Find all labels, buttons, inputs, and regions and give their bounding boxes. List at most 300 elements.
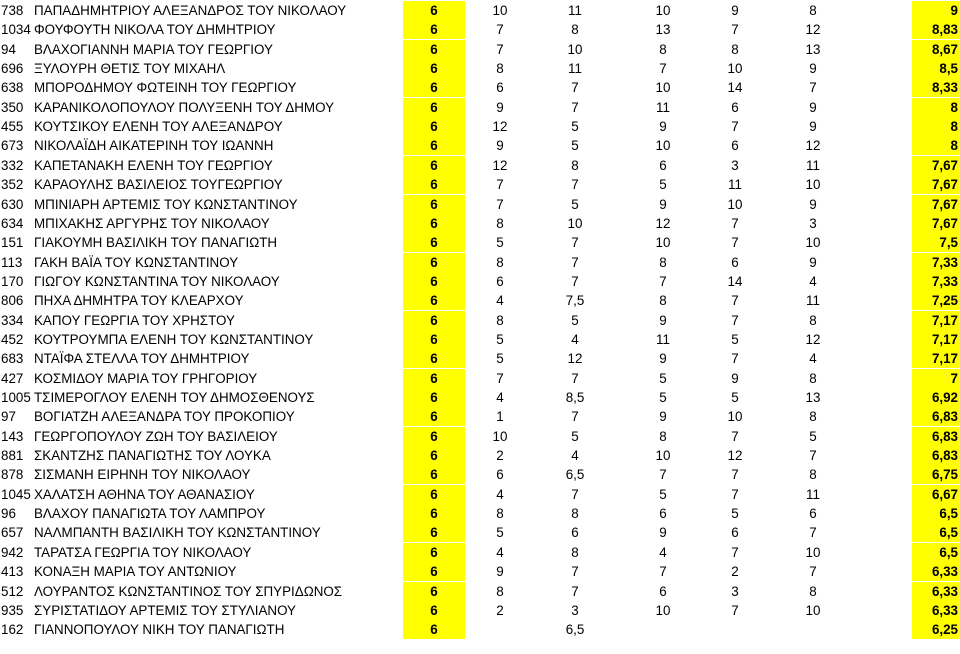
score-5: 12 [805,22,821,38]
grade-highlight: 6 [403,427,465,446]
student-name: ΒΛΑΧΟΓΙΑΝΝΗ ΜΑΡΙΑ ΤΟΥ ΓΕΩΡΓΙΟΥ [34,41,273,57]
table-row [0,620,960,639]
average-score: 7,33 [912,253,960,272]
score-5: 8 [809,370,817,386]
table-row [0,272,960,291]
score-2: 7 [571,564,579,580]
score-4: 7 [731,22,739,38]
score-5: 11 [806,486,820,502]
score-2: 8,5 [565,390,585,405]
row-id: 881 [1,448,24,464]
score-4: 3 [731,583,739,599]
score-4: 9 [731,3,739,18]
score-1: 5 [496,235,504,251]
score-1: 1 [496,409,504,425]
score-3: 11 [656,99,670,115]
score-2: 7 [571,409,579,425]
score-4: 7 [731,119,739,135]
score-1: 4 [496,390,504,405]
row-id: 143 [1,428,24,444]
average-score: 6,83 [912,427,960,446]
table-row [0,330,960,349]
student-name: ΠΑΠΑΔΗΜΗΤΡΙΟΥ ΑΛΕΞΑΝΔΡΟΣ ΤΟΥ ΝΙΚΟΛΑΟΥ [34,3,347,18]
table-row [0,214,960,233]
score-5 [778,620,848,639]
score-3: 7 [659,61,667,77]
score-2: 5 [571,119,579,135]
score-1: 6 [496,80,504,96]
student-name: ΒΛΑΧΟΥ ΠΑΝΑΓΙΩΤΑ ΤΟΥ ΛΑΜΠΡΟΥ [34,506,266,522]
table-row [0,156,960,175]
score-1: 6 [496,273,504,289]
score-2: 7 [571,273,579,289]
grade-highlight: 6 [403,485,465,504]
average-score: 7 [912,369,960,388]
score-1: 7 [496,370,504,386]
grade-highlight: 6 [403,523,465,542]
score-1: 7 [496,41,504,57]
score-1: 8 [496,583,504,599]
score-1: 10 [492,428,508,444]
student-name: ΜΠΙΧΑΚΗΣ ΑΡΓΥΡΗΣ ΤΟΥ ΝΙΚΟΛΑΟΥ [34,215,270,231]
row-id: 427 [1,370,24,386]
average-score: 7,67 [912,156,960,175]
row-id: 683 [1,351,24,367]
score-2: 8 [571,506,579,522]
score-1: 12 [492,119,508,135]
score-4: 8 [731,41,739,57]
row-id: 350 [1,99,24,115]
score-2: 6,5 [565,467,585,483]
table-row [0,388,960,407]
score-1: 10 [492,3,508,18]
score-5: 12 [805,331,821,347]
grade-highlight: 6 [403,601,465,620]
score-5: 7 [809,448,817,464]
score-1: 8 [496,312,504,328]
score-5: 10 [805,177,821,193]
grade-highlight: 6 [403,562,465,581]
score-3: 9 [659,119,667,135]
score-4: 5 [731,506,739,522]
grade-highlight: 6 [403,20,465,39]
student-name: ΛΟΥΡΑΝΤΟΣ ΚΩΝΣΤΑΝΤΙΝΟΣ ΤΟΥ ΣΠΥΡΙΔΩΝΟΣ [34,583,343,599]
score-1: 7 [496,22,504,38]
score-5: 11 [806,293,820,309]
row-id: 455 [1,119,24,135]
score-1: 9 [496,564,504,580]
average-score: 8,67 [912,40,960,59]
average-score: 6,75 [912,465,960,484]
student-name: ΚΑΡΑΝΙΚΟΛΟΠΟΥΛΟΥ ΠΟΛΥΞΕΝΗ ΤΟΥ ΔΗΜΟΥ [34,99,334,115]
score-3: 9 [659,312,667,328]
score-4: 6 [731,138,739,154]
student-name: ΚΑΠΟΥ ΓΕΩΡΓΙΑ ΤΟΥ ΧΡΗΣΤΟΥ [34,312,235,328]
average-score: 8,83 [912,20,960,39]
student-name: ΝΙΚΟΛΑΪΔΗ ΑΙΚΑΤΕΡΙΝΗ ΤΟΥ ΙΩΑΝΝΗ [34,138,274,154]
grade-highlight: 6 [403,214,465,233]
score-5: 7 [809,564,817,580]
score-3: 12 [655,215,671,231]
score-3: 6 [659,506,667,522]
score-5: 13 [805,41,821,57]
score-1: 8 [496,254,504,270]
table-row [0,543,960,562]
score-4: 10 [727,196,743,212]
score-5: 4 [809,273,817,289]
row-id: 452 [1,331,24,347]
score-5: 9 [809,254,817,270]
student-name: ΜΠΟΡΟΔΗΜΟΥ ΦΩΤΕΙΝΗ ΤΟΥ ΓΕΩΡΓΙΟΥ [34,80,297,96]
score-1: 7 [496,196,504,212]
row-id: 806 [1,293,24,309]
score-2: 6,5 [565,622,585,638]
score-4 [700,620,770,639]
score-3: 7 [659,467,667,483]
grade-highlight: 6 [403,620,465,639]
score-3: 5 [659,390,667,405]
table-row [0,117,960,136]
grade-highlight: 6 [403,465,465,484]
student-name: ΝΑΛΜΠΑΝΤΗ ΒΑΣΙΛΙΚΗ ΤΟΥ ΚΩΝΣΤΑΝΤΙΝΟΥ [34,525,321,541]
average-score: 8 [912,117,960,136]
score-2: 7 [571,177,579,193]
score-3: 6 [659,157,667,173]
row-id: 170 [1,273,24,289]
table-row [0,407,960,426]
score-1: 5 [496,331,504,347]
grade-highlight: 6 [403,40,465,59]
grade-highlight: 6 [403,98,465,117]
score-4: 14 [727,80,743,96]
row-id: 878 [1,467,24,483]
score-2: 12 [567,351,583,367]
score-3: 7 [659,564,667,580]
score-1 [465,620,535,639]
score-4: 12 [727,448,743,464]
table-row [0,78,960,97]
score-1: 7 [496,177,504,193]
score-4: 7 [731,544,739,560]
score-4: 6 [731,254,739,270]
student-name: ΚΟΥΤΡΟΥΜΠΑ ΕΛΕΝΗ ΤΟΥ ΚΩΝΣΤΑΝΤΙΝΟΥ [34,331,314,347]
table-row [0,562,960,581]
row-id: 738 [1,3,24,18]
row-id: 97 [1,409,16,425]
average-score: 8 [912,98,960,117]
student-name: ΦΟΥΦΟΥΤΗ ΝΙΚΟΛΑ ΤΟΥ ΔΗΜΗΤΡΙΟΥ [34,22,276,38]
table-row [0,349,960,368]
score-1: 5 [496,351,504,367]
row-id: 151 [1,235,24,251]
table-row [0,311,960,330]
student-name: ΠΗΧΑ ΔΗΜΗΤΡΑ ΤΟΥ ΚΛΕΑΡΧΟΥ [34,293,244,309]
score-3: 9 [659,409,667,425]
score-2: 11 [568,61,582,77]
score-5: 6 [809,506,817,522]
row-id: 630 [1,196,24,212]
score-3: 5 [659,177,667,193]
score-4: 6 [731,525,739,541]
table-row [0,485,960,504]
row-id: 113 [1,254,23,270]
student-name: ΞΥΛΟΥΡΗ ΘΕΤΙΣ ΤΟΥ ΜΙΧΑΗΛ [34,61,226,77]
average-score: 6,33 [912,562,960,581]
average-score: 8,33 [912,78,960,97]
score-1: 12 [492,157,508,173]
score-1: 4 [496,293,504,309]
score-4: 7 [731,351,739,367]
score-1: 8 [496,61,504,77]
row-id: 942 [1,544,24,560]
score-4: 3 [731,157,739,173]
score-1: 9 [496,138,504,154]
average-score: 6,33 [912,601,960,620]
student-name: ΜΠΙΝΙΑΡΗ ΑΡΤΕΜΙΣ ΤΟΥ ΚΩΝΣΤΑΝΤΙΝΟΥ [34,196,298,212]
table-row [0,40,960,59]
grade-highlight: 6 [403,582,465,601]
row-id: 1045 [1,486,31,502]
score-4: 7 [731,215,739,231]
row-id: 96 [1,506,16,522]
student-name: ΚΟΥΤΣΙΚΟΥ ΕΛΕΝΗ ΤΟΥ ΑΛΕΞΑΝΔΡΟΥ [34,119,283,135]
table-row [0,523,960,542]
score-2: 7 [571,235,579,251]
average-score: 7,17 [912,311,960,330]
score-2: 7 [571,370,579,386]
table-row [0,427,960,446]
grade-highlight: 6 [403,272,465,291]
grade-highlight: 6 [403,1,465,20]
average-score: 6,92 [912,388,960,407]
score-5: 8 [809,467,817,483]
score-3: 4 [659,544,667,560]
score-3: 10 [655,138,671,154]
student-name: ΣΙΣΜΑΝΗ ΕΙΡΗΝΗ ΤΟΥ ΝΙΚΟΛΑΟΥ [34,467,251,483]
table-row [0,233,960,252]
student-name: ΒΟΓΙΑΤΖΗ ΑΛΕΞΑΝΔΡΑ ΤΟΥ ΠΡΟΚΟΠΙΟΥ [34,409,295,425]
student-name: ΓΙΩΓΟΥ ΚΩΝΣΤΑΝΤΙΝΑ ΤΟΥ ΝΙΚΟΛΑΟΥ [34,273,280,289]
grade-highlight: 6 [403,233,465,252]
row-id: 1005 [1,390,31,405]
grade-highlight: 6 [403,59,465,78]
row-id: 673 [1,138,24,154]
grade-highlight: 6 [403,291,465,310]
score-2: 7 [571,486,579,502]
grade-highlight: 6 [403,175,465,194]
student-name: ΧΑΛΑΤΣΗ ΑΘΗΝΑ ΤΟΥ ΑΘΑΝΑΣΙΟΥ [34,486,255,502]
student-name: ΚΟΝΑΞΗ ΜΑΡΙΑ ΤΟΥ ΑΝΤΩΝΙΟΥ [34,564,237,580]
table-row [0,195,960,214]
grade-highlight: 6 [403,156,465,175]
grade-highlight: 6 [403,117,465,136]
score-4: 10 [727,409,743,425]
average-score: 6,83 [912,446,960,465]
score-2: 4 [571,331,579,347]
score-4: 7 [731,467,739,483]
score-5: 13 [805,390,821,405]
average-score: 7,17 [912,330,960,349]
grade-highlight: 6 [403,330,465,349]
grade-highlight: 6 [403,253,465,272]
score-3: 10 [655,235,671,251]
score-5: 9 [809,61,817,77]
table-row [0,59,960,78]
average-score: 6,67 [912,485,960,504]
score-2: 3 [571,602,579,618]
score-4: 5 [731,331,739,347]
grade-highlight: 6 [403,136,465,155]
average-score: 6,5 [912,543,960,562]
score-2: 7 [571,99,579,115]
score-1: 5 [496,525,504,541]
score-4: 2 [731,564,739,580]
student-name: ΚΑΡΑΟΥΛΗΣ ΒΑΣΙΛΕΙΟΣ ΤΟΥΓΕΩΡΓΙΟΥ [34,177,283,193]
score-5: 8 [809,409,817,425]
score-3: 10 [655,448,671,464]
grade-highlight: 6 [403,349,465,368]
score-4: 7 [731,602,739,618]
score-4: 7 [731,428,739,444]
grade-highlight: 6 [403,446,465,465]
score-2: 7 [571,583,579,599]
average-score: 7,25 [912,291,960,310]
score-5: 7 [809,525,817,541]
row-id: 352 [1,177,24,193]
grade-highlight: 6 [403,311,465,330]
score-3: 10 [655,80,671,96]
student-name: ΝΤΑΪΦΑ ΣΤΕΛΛΑ ΤΟΥ ΔΗΜΗΤΡΙΟΥ [34,351,250,367]
score-1: 8 [496,506,504,522]
row-id: 935 [1,602,24,618]
row-id: 162 [1,622,24,638]
table-row [0,291,960,310]
grade-highlight: 6 [403,388,465,407]
score-3: 11 [656,331,670,347]
score-5: 10 [805,602,821,618]
table-row [0,465,960,484]
student-name: ΣΥΡΙΣΤΑΤΙΔΟΥ ΑΡΤΕΜΙΣ ΤΟΥ ΣΤΥΛΙΑΝΟΥ [34,602,296,618]
average-score: 9 [912,1,960,20]
score-3: 9 [659,351,667,367]
table-row [0,601,960,620]
score-3: 9 [659,525,667,541]
score-5: 11 [806,157,820,173]
score-2: 8 [571,544,579,560]
table-row [0,369,960,388]
student-name: ΓΙΑΚΟΥΜΗ ΒΑΣΙΛΙΚΗ ΤΟΥ ΠΑΝΑΓΙΩΤΗ [34,235,278,251]
table-row [0,253,960,272]
score-5: 12 [805,138,821,154]
student-name: ΤΑΡΑΤΣΑ ΓΕΩΡΓΙΑ ΤΟΥ ΝΙΚΟΛΑΟΥ [34,544,252,560]
grade-highlight: 6 [403,195,465,214]
average-score: 6,5 [912,504,960,523]
row-id: 1034 [1,22,31,38]
table-row [0,98,960,117]
average-score: 7,17 [912,349,960,368]
row-id: 634 [1,215,24,231]
row-id: 334 [1,312,24,328]
score-2: 7,5 [565,293,585,309]
average-score: 8 [912,136,960,155]
score-2: 5 [571,138,579,154]
score-3: 6 [659,583,667,599]
score-2: 7 [571,254,579,270]
average-score: 8,5 [912,59,960,78]
score-5: 9 [809,196,817,212]
score-4: 10 [727,61,743,77]
score-1: 2 [496,602,504,618]
score-3: 10 [655,602,671,618]
score-4: 9 [731,370,739,386]
grade-highlight: 6 [403,504,465,523]
table-row [0,504,960,523]
score-2: 5 [571,312,579,328]
score-5: 10 [805,235,821,251]
score-1: 4 [496,486,504,502]
average-score: 6,25 [912,620,960,639]
average-score: 7,67 [912,195,960,214]
score-3: 8 [659,41,667,57]
grade-highlight: 6 [403,78,465,97]
score-3: 10 [655,3,671,18]
score-5: 4 [809,351,817,367]
score-5: 10 [805,544,821,560]
score-1: 6 [496,467,504,483]
student-name: ΓΙΑΝΝΟΠΟΥΛΟΥ ΝΙΚΗ ΤΟΥ ΠΑΝΑΓΙΩΤΗ [34,622,285,638]
grade-highlight: 6 [403,543,465,562]
grade-highlight: 6 [403,369,465,388]
score-5: 3 [809,215,817,231]
row-id: 94 [1,41,16,57]
score-3: 9 [659,196,667,212]
score-2: 10 [567,41,583,57]
student-name: ΓΑΚΗ ΒΑΪΑ ΤΟΥ ΚΩΝΣΤΑΝΤΙΝΟΥ [34,254,239,270]
score-2: 10 [567,215,583,231]
score-3: 8 [659,293,667,309]
table-row [0,20,960,39]
score-3: 5 [659,370,667,386]
table-row [0,446,960,465]
row-id: 696 [1,61,24,77]
score-5: 8 [809,583,817,599]
grade-highlight: 6 [403,407,465,426]
score-5: 9 [809,119,817,135]
score-3: 8 [659,428,667,444]
score-2: 8 [571,22,579,38]
score-3: 7 [659,273,667,289]
average-score: 7,67 [912,175,960,194]
score-1: 4 [496,544,504,560]
student-name: ΤΣΙΜΕΡΟΓΛΟΥ ΕΛΕΝΗ ΤΟΥ ΔΗΜΟΣΘΕΝΟΥΣ [34,390,315,405]
score-2: 4 [571,448,579,464]
score-2: 6 [571,525,579,541]
score-3 [628,620,698,639]
table-row [0,582,960,601]
score-4: 7 [731,235,739,251]
score-2: 5 [571,428,579,444]
score-5: 5 [809,428,817,444]
row-id: 638 [1,80,24,96]
row-id: 657 [1,525,24,541]
score-5: 8 [809,312,817,328]
score-4: 5 [731,390,739,405]
average-score: 6,33 [912,582,960,601]
score-2: 7 [571,80,579,96]
table-row [0,175,960,194]
score-2: 5 [571,196,579,212]
average-score: 7,5 [912,233,960,252]
